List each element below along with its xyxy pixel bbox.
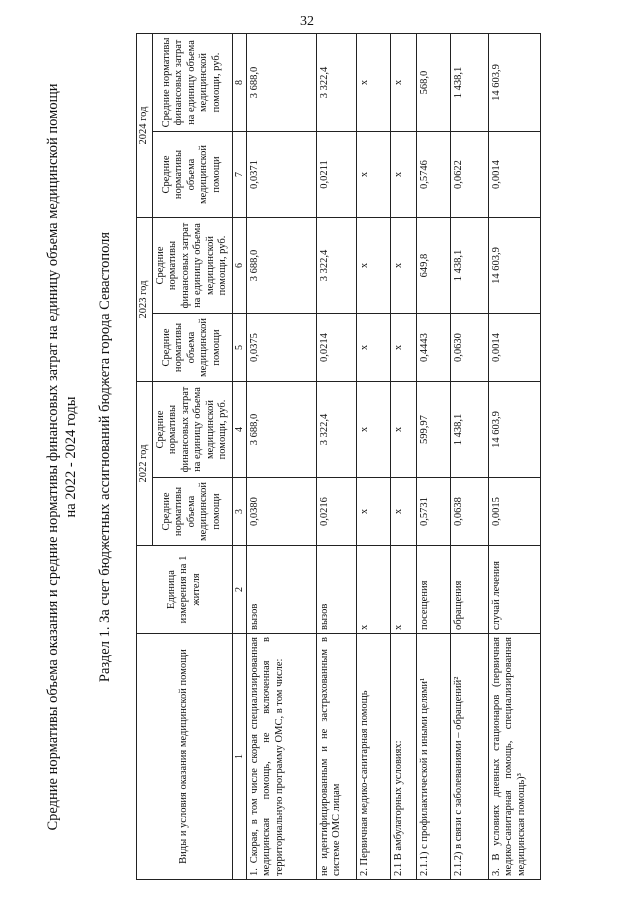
cost-2023: 3 322,4 xyxy=(316,218,356,314)
row-name: не идентифицированным и не застрахованным в системе ОМС лицам xyxy=(316,634,356,880)
header-volume-2023: Средние нормативы объема медицинской помощи xyxy=(152,314,232,382)
volume-2023: х xyxy=(356,314,390,382)
col-number: 4 xyxy=(232,382,246,478)
column-numbers-row xyxy=(232,34,246,880)
volume-2024: х xyxy=(390,132,416,218)
volume-2024: 0,0211 xyxy=(316,132,356,218)
volume-2023: 0,0214 xyxy=(316,314,356,382)
col-number: 1 xyxy=(232,634,246,880)
cost-2022: х xyxy=(356,382,390,478)
header-year-2022: 2022 год xyxy=(137,382,153,546)
col-number: 8 xyxy=(232,34,246,132)
row-name: 2. Первичная медико-санитарная помощь xyxy=(356,634,390,880)
row-unit: вызов xyxy=(246,546,316,634)
cost-2024: 14 603,9 xyxy=(488,34,540,132)
cost-2024: х xyxy=(390,34,416,132)
row-name: 2.1.1) с профилактической и иными целями¹ xyxy=(416,634,450,880)
col-number: 2 xyxy=(232,546,246,634)
header-unit: Единица измерения на 1 жителя xyxy=(137,546,233,634)
volume-2024: 0,0014 xyxy=(488,132,540,218)
volume-2022: 0,0015 xyxy=(488,478,540,546)
cost-2023: 14 603,9 xyxy=(488,218,540,314)
col-number: 3 xyxy=(232,478,246,546)
volume-2022: 0,0216 xyxy=(316,478,356,546)
title-years: на 2022 - 2024 годы xyxy=(63,396,79,518)
volume-2022: 0,0638 xyxy=(450,478,488,546)
cost-2022: х xyxy=(390,382,416,478)
cost-2022: 14 603,9 xyxy=(488,382,540,478)
cost-2024: х xyxy=(356,34,390,132)
col-number: 5 xyxy=(232,314,246,382)
volume-2024: 0,0622 xyxy=(450,132,488,218)
row-name: 1. Скорая, в том числе скорая специализированная медицинская помощь, не включенная в территориальную программу ОМС, в том числе: xyxy=(246,634,316,880)
volume-2022: х xyxy=(390,478,416,546)
cost-2022: 1 438,1 xyxy=(450,382,488,478)
header-cost-2024: Средние нормативы финансовых затрат на единицу объема медицинской помощи, руб. xyxy=(152,34,232,132)
col-number: 7 xyxy=(232,132,246,218)
row-name: 3. В условиях дневных стационаров (первичная медико-санитарная помощь, специализированная медицинская помощь)³ xyxy=(488,634,540,880)
volume-2022: 0,5731 xyxy=(416,478,450,546)
cost-2023: 649,8 xyxy=(416,218,450,314)
volume-2022: 0,0380 xyxy=(246,478,316,546)
row-unit: посещения xyxy=(416,546,450,634)
header-volume-2024: Средние нормативы объема медицинской помощи xyxy=(152,132,232,218)
row-unit: обращения xyxy=(450,546,488,634)
row-name: 2.1 В амбулаторных условиях: xyxy=(390,634,416,880)
rotated-page xyxy=(44,34,616,880)
volume-2024: 0,5746 xyxy=(416,132,450,218)
row-name: 2.1.2) в связи с заболеваниями – обращений² xyxy=(450,634,488,880)
table-row xyxy=(416,34,450,880)
cost-2022: 3 688,0 xyxy=(246,382,316,478)
page-number: 32 xyxy=(300,14,314,29)
cost-2024: 1 438,1 xyxy=(450,34,488,132)
header-volume-2022: Средние нормативы объема медицинской помощи xyxy=(152,478,232,546)
table-row xyxy=(316,34,356,880)
cost-2024: 3 322,4 xyxy=(316,34,356,132)
cost-2023: х xyxy=(390,218,416,314)
header-cost-2023: Средние нормативы финансовых затрат на единицу объема медицинской помощи, руб. xyxy=(152,218,232,314)
cost-2023: х xyxy=(356,218,390,314)
volume-2023: 0,0375 xyxy=(246,314,316,382)
table-row xyxy=(450,34,488,880)
volume-2023: 0,4443 xyxy=(416,314,450,382)
cost-2022: 3 322,4 xyxy=(316,382,356,478)
document-title xyxy=(44,34,80,880)
volume-2022: х xyxy=(356,478,390,546)
volume-2024: х xyxy=(356,132,390,218)
col-number: 6 xyxy=(232,218,246,314)
table-row xyxy=(356,34,390,880)
row-unit: х xyxy=(390,546,416,634)
volume-2023: 0,0630 xyxy=(450,314,488,382)
volume-2023: 0,0014 xyxy=(488,314,540,382)
volume-2024: 0,0371 xyxy=(246,132,316,218)
section-subtitle: Раздел 1. За счет бюджетных ассигнований бюджета города Севастополя xyxy=(97,231,113,683)
table-row xyxy=(390,34,416,880)
header-year-2024: 2024 год xyxy=(137,34,153,218)
cost-2024: 568,0 xyxy=(416,34,450,132)
row-unit: вызов xyxy=(316,546,356,634)
cost-2023: 3 688,0 xyxy=(246,218,316,314)
cost-2022: 599,97 xyxy=(416,382,450,478)
table-row xyxy=(246,34,316,880)
header-cost-2022: Средние нормативы финансовых затрат на единицу объема медицинской помощи, руб. xyxy=(152,382,232,478)
header-kinds: Виды и условия оказания медицинской помощи xyxy=(137,634,233,880)
table-row xyxy=(488,34,540,880)
row-unit: х xyxy=(356,546,390,634)
norms-table xyxy=(136,33,541,880)
cost-2023: 1 438,1 xyxy=(450,218,488,314)
row-unit: случай лечения xyxy=(488,546,540,634)
volume-2023: х xyxy=(390,314,416,382)
header-year-2023: 2023 год xyxy=(137,218,153,382)
cost-2024: 3 688,0 xyxy=(246,34,316,132)
title-line: Средние нормативы объема оказания и средние нормативы финансовых затрат на единицу объема медицинской помощи xyxy=(45,83,61,831)
